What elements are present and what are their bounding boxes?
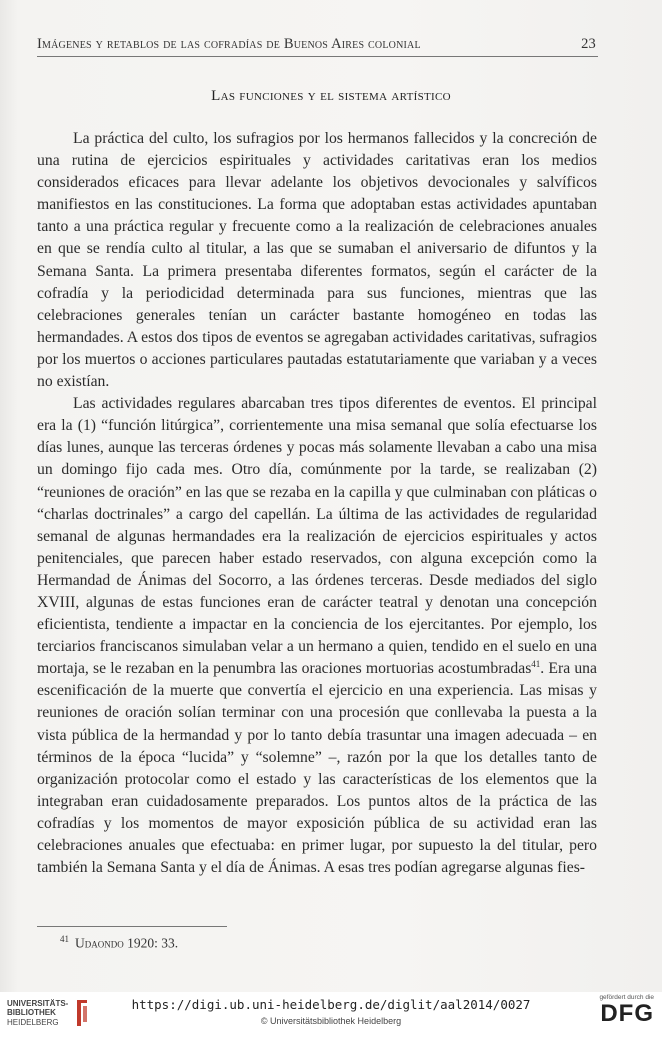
footnote-number: 41 [60, 934, 69, 944]
copyright-notice: © Universitätsbibliothek Heidelberg [260, 1016, 402, 1026]
footnote-rule [37, 926, 227, 927]
dfg-logo[interactable] [599, 994, 654, 1027]
paragraph-2-part-2: . Era una escenificación de la muerte que convertía el ejercicio en una experiencia. Las misas y reuniones de oración solían terminar con una procesión que conllevaba la puesta a la vista pública de la hermandad y por lo tanto debía trasuntar una imagen adecuada – en términos de la época “lucida” y “solemne” –, razón por la que los detalles tanto de organización protocolar como el estado y las características de los elementos que la integraban eran cuidadosamente preparados. Los puntos altos de la práctica de las cofradías y los momentos de mayor exposición pública de su actividad eran las celebraciones anuales que efectuaba: en primer lugar, por supuesto la del titular, pero también la Semana Santa y el día de Ánimas. A esas tres podían agregarse algunas fies- [37, 660, 597, 877]
library-name: UNIVERSITÄTS- BIBLIOTHEK HEIDELBERG [7, 998, 69, 1027]
page-number: 23 [581, 36, 596, 52]
paragraph-1: La práctica del culto, los sufragios por los hermanos fallecidos y la concreción de una rutina de ejercicios espirituales y actividades caritativas eran los medios considerados eficaces para llevar adelante los objetivos devocionales y salvíficos manifiestos en las constituciones. La forma que adoptaban estas actividades apuntaban tanto a una práctica regular y frecuente como a la realización de celebraciones anuales en que se rendía culto al titular, a las que se sumaban el aniversario de difuntos y la Semana Santa. La primera presentaba diferentes formatos, según el carácter de la cofradía y la periodicidad determinada para sus funciones, mientras que las celebraciones generales tenían un carácter bastante homogéneo en todas las hermandades. A estos dos tipos de eventos se agregaban actividades caritativas, sufragios por los muertos o acciones particulares pautadas estatutariamente que variaban y a veces no existían. [37, 130, 597, 391]
dfg-wordmark: DFG [600, 1000, 654, 1027]
running-title: Imágenes y retablos de las cofradías de Buenos Aires colonial [37, 36, 421, 52]
running-header [37, 36, 596, 53]
viewer-footer [0, 992, 662, 1037]
paragraph-2 [37, 393, 597, 879]
body-text [37, 128, 597, 879]
section-title: Las funciones y el sistema artístico [211, 88, 451, 104]
permalink-url[interactable]: https://digi.ub.uni-heidelberg.de/diglit/aal2014/0027 [131, 997, 531, 1012]
funder-note: gefördert durch die [599, 994, 654, 1001]
paragraph-2-part-1: Las actividades regulares abarcaban tres tipos diferentes de eventos. El principal era la (1) “función litúrgica”, corrientemente una misa semanal que solía efectuarse los días lunes, aunque las terceras órdenes y pocas más solamente llevaban a cabo una misa un domingo fijo cada mes. Otro día, comúnmente por la tarde, se realizaban (2) “reuniones de oración” en las que se rezaba en la capilla y que culminaban con pláticas o “charlas doctrinales” a cargo del capellán. La última de las actividades de regularidad semanal de algunas hermandades era la realización de ejercicios espirituales y actos penitenciales, que parecen haber estado reservados, con alguna excepción como la Hermandad de Ánimas del Socorro, a las órdenes terceras. Desde mediados del siglo XVIII, algunas de estas funciones eran de carácter teatral y denotan una concepción eficientista, tendiente a impactar en la conciencia de los ejercitantes. Por ejemplo, los terciarios franciscanos simulaban velar a un hermano a quien, tendido en el suelo en una mortaja, se le rezaban en la penumbra las oraciones mortuorias acostumbradas [37, 395, 597, 678]
header-rule [37, 56, 598, 57]
footnote-author: Udaondo [75, 935, 124, 951]
footnote-citation: 1920: 33. [123, 935, 179, 951]
footnote-41 [60, 934, 178, 952]
footnote-ref-41[interactable]: 41 [531, 659, 541, 670]
